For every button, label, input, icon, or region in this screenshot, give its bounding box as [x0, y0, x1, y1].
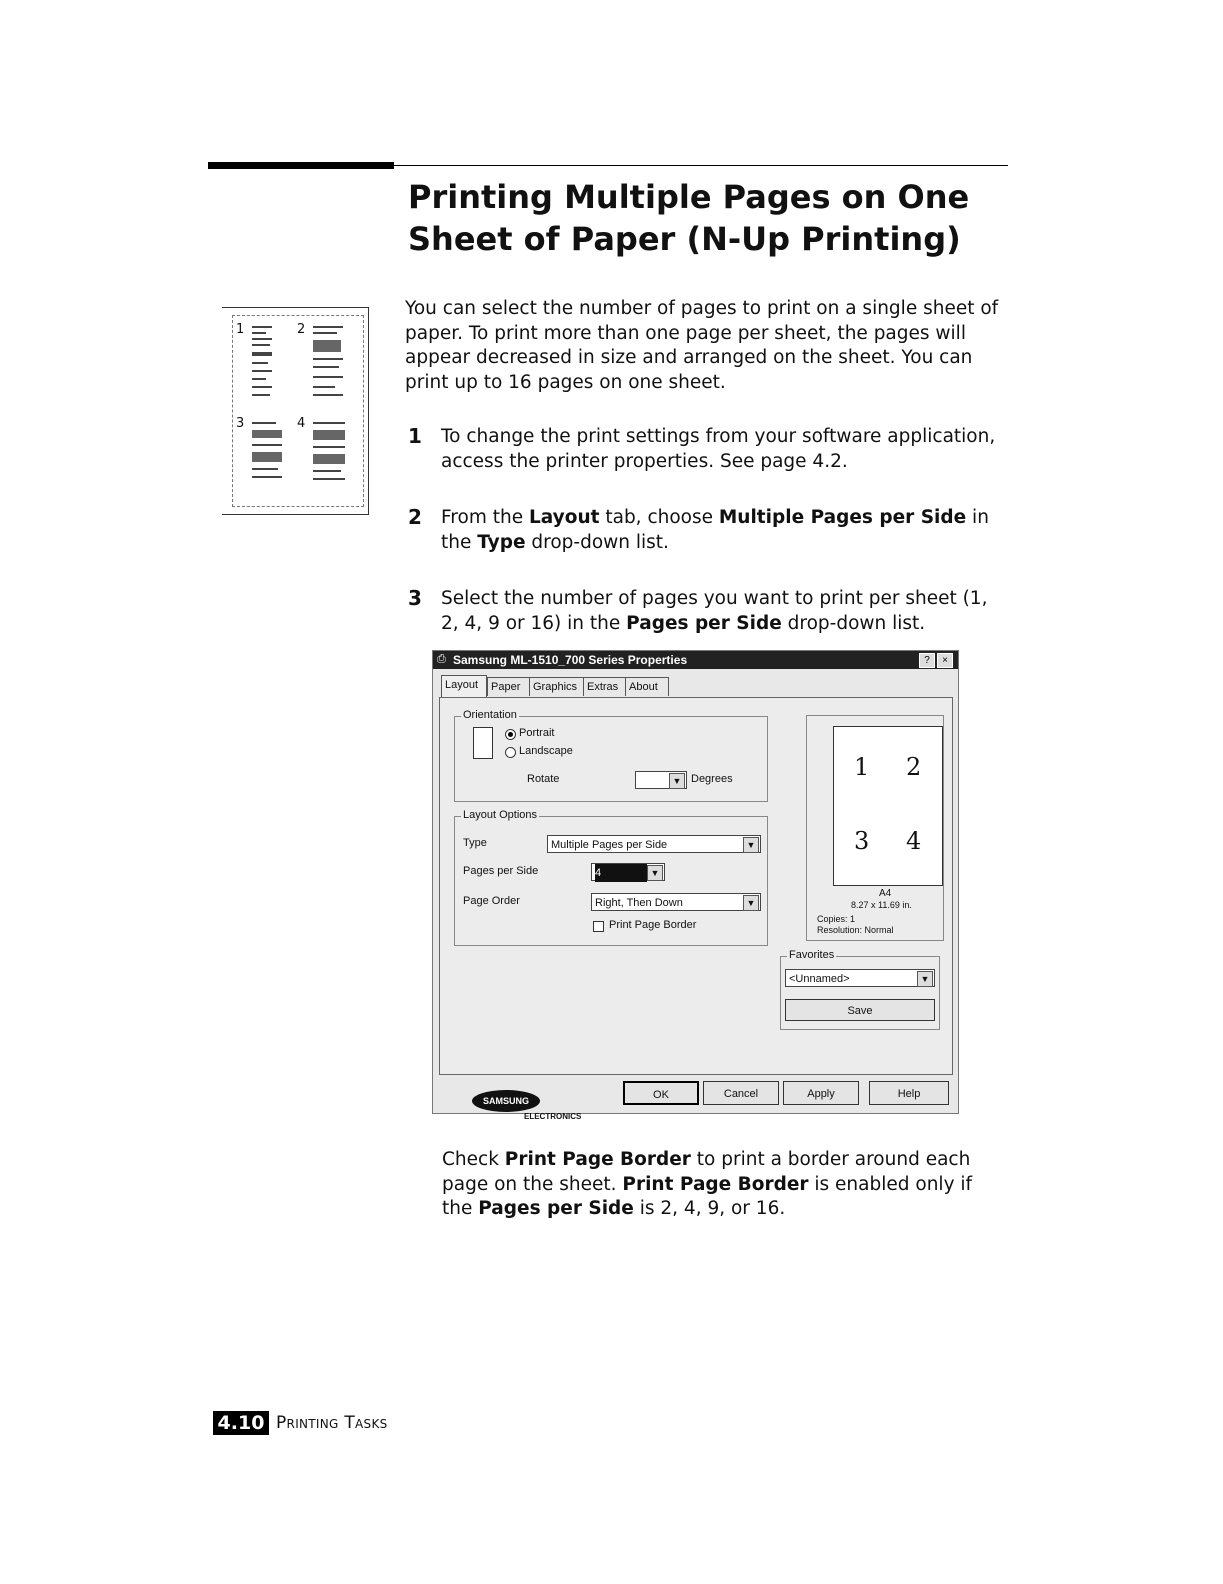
pages-per-side-value: 4: [595, 864, 647, 882]
degrees-label: Degrees: [691, 773, 733, 785]
chevron-down-icon: ▼: [647, 865, 663, 881]
layout-preview: [806, 715, 944, 941]
copies-info: Copies: 1: [817, 914, 856, 924]
illustration-number-3: 3: [236, 416, 245, 431]
tab-graphics[interactable]: Graphics: [529, 677, 585, 696]
portrait-radio[interactable]: [505, 729, 516, 740]
cancel-button[interactable]: Cancel: [703, 1081, 779, 1105]
header-rule-thin: [394, 165, 1008, 166]
favorites-select[interactable]: [785, 969, 935, 987]
page-order-select[interactable]: [591, 893, 761, 911]
step-text: Select the number of pages you want to print per sheet (1, 2, 4, 9 or 16) in the Pages per Side drop-down list.: [441, 588, 988, 634]
type-select[interactable]: [547, 835, 761, 853]
title-line-1: Printing Multiple Pages on One: [408, 178, 970, 216]
tab-paper[interactable]: Paper: [487, 677, 531, 696]
step-number: 1: [408, 424, 422, 448]
apply-button[interactable]: Apply: [783, 1081, 859, 1105]
illustration-page-2: [297, 322, 355, 410]
illustration-page-4: [297, 416, 355, 504]
intro-paragraph: You can select the number of pages to print on a single sheet of paper. To print more than one page per sheet, the pages will appear decreased in size and arranged on the sheet. You can print up to 16 pages on one sheet.: [405, 298, 999, 393]
save-button[interactable]: Save: [785, 999, 935, 1021]
preview-page-2: 2: [906, 753, 922, 781]
title-line-2: Sheet of Paper (N-Up Printing): [408, 220, 961, 258]
step-text: To change the print settings from your software application, access the printer properties. See page 4.2.: [441, 426, 996, 472]
illustration-number-4: 4: [297, 416, 306, 431]
chevron-down-icon: ▼: [743, 895, 759, 911]
orientation-label: Orientation: [463, 709, 517, 721]
dialog-titlebar: [433, 651, 958, 669]
chevron-down-icon: ▼: [917, 971, 933, 987]
landscape-label: Landscape: [519, 745, 573, 757]
layout-options-label: Layout Options: [463, 809, 537, 821]
note-paragraph: Check Print Page Border to print a border around each page on the sheet. Print Page Border is enabled only if the Pages per Side is 2, 4, 9, or 16.: [442, 1149, 973, 1219]
favorites-value: <Unnamed>: [789, 973, 850, 985]
ok-button[interactable]: OK: [623, 1081, 699, 1105]
landscape-radio[interactable]: [505, 747, 516, 758]
help-title-button[interactable]: ?: [919, 653, 935, 668]
resolution-info: Resolution: Normal: [817, 925, 894, 935]
type-value: Multiple Pages per Side: [551, 839, 668, 851]
orientation-group: [454, 709, 768, 802]
print-page-border-label: Print Page Border: [609, 919, 697, 931]
preview-page-1: 1: [854, 753, 870, 781]
chevron-down-icon: ▼: [743, 837, 759, 853]
page-title: [408, 176, 969, 260]
rotate-label: Rotate: [527, 773, 560, 785]
printer-properties-dialog: [432, 650, 959, 1121]
illustration-number-2: 2: [297, 322, 306, 337]
paper-dimensions: 8.27 x 11.69 in.: [851, 900, 912, 910]
tab-extras[interactable]: Extras: [583, 677, 627, 696]
page-number-badge: 4.10: [213, 1411, 269, 1435]
preview-page-3: 3: [854, 827, 870, 855]
illustration-number-1: 1: [236, 322, 245, 337]
page-order-value: Right, Then Down: [595, 897, 683, 909]
preview-page-4: 4: [906, 827, 922, 855]
tab-about[interactable]: About: [625, 677, 669, 696]
chevron-down-icon: ▼: [669, 773, 685, 789]
step-number: 3: [408, 586, 422, 610]
paper-size: A4: [879, 888, 892, 899]
preview-sheet: [833, 726, 943, 886]
illustration-page-3: [236, 416, 294, 504]
type-label: Type: [463, 837, 487, 849]
step-text: From the Layout tab, choose Multiple Pages per Side in the Type drop-down list.: [441, 507, 989, 553]
section-name: Printing Tasks: [276, 1413, 388, 1433]
favorites-label: Favorites: [789, 949, 835, 961]
layout-options-group: [454, 809, 768, 946]
favorites-group: [780, 949, 940, 1030]
rotate-degrees-select[interactable]: [635, 771, 687, 789]
close-button[interactable]: ×: [937, 653, 953, 668]
samsung-logo-subtitle: ELECTRONICS: [524, 1112, 582, 1121]
samsung-logo: SAMSUNG: [472, 1090, 540, 1112]
pages-per-side-select[interactable]: [591, 863, 665, 881]
portrait-label: Portrait: [519, 727, 555, 739]
pages-per-side-label: Pages per Side: [463, 865, 539, 877]
illustration-sheet: [232, 315, 364, 507]
orientation-page-icon: [473, 727, 493, 759]
print-page-border-checkbox[interactable]: [593, 921, 604, 932]
page-order-label: Page Order: [463, 895, 520, 907]
tab-layout[interactable]: Layout: [441, 675, 487, 697]
n-up-illustration: [222, 307, 370, 515]
printer-icon: ⎙: [437, 653, 446, 665]
step-number: 2: [408, 505, 422, 529]
help-button[interactable]: Help: [869, 1081, 949, 1105]
header-rule-thick: [208, 162, 394, 169]
illustration-page-1: [236, 322, 294, 410]
dialog-title: Samsung ML-1510_700 Series Properties: [453, 653, 688, 667]
